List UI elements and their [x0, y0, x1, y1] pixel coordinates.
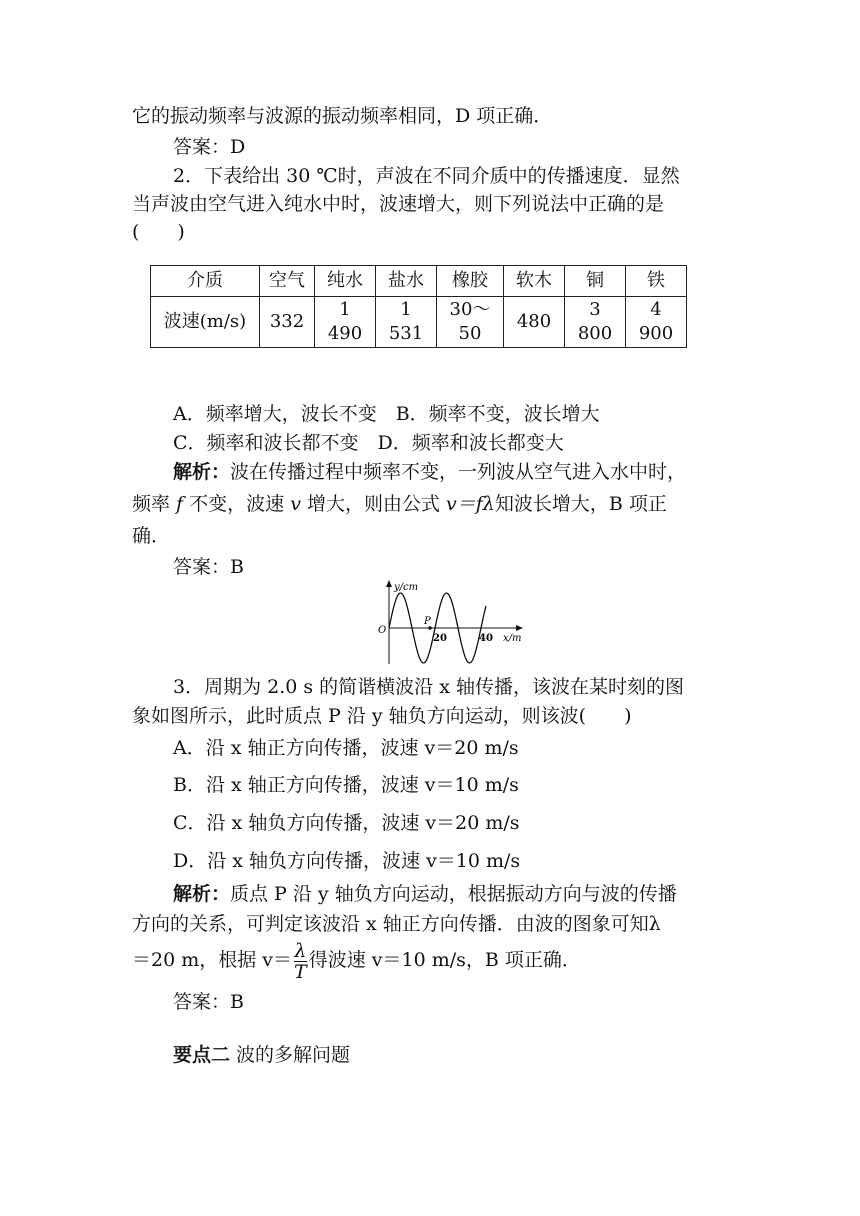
table-header-cell: 铜	[565, 266, 626, 297]
table-cell: 480	[504, 297, 565, 348]
question-2-solution-line-3: 确．	[132, 525, 171, 547]
table-cell: 332	[260, 297, 315, 348]
table-cell: 1 490	[315, 297, 376, 348]
table-row-label: 波速(m/s)	[151, 297, 260, 348]
table-header-cell: 空气	[260, 266, 315, 297]
table-cell: 3 800	[565, 297, 626, 348]
solution-text-line: 它的振动频率与波源的振动频率相同，D 项正确．	[132, 105, 553, 127]
table-header-cell: 纯水	[315, 266, 376, 297]
question-3-solution-line-3: ＝20 m，根据 v＝ $\frac{\lambda}{T}$ 得波速 v＝10 m/s，B 项正确．	[132, 939, 581, 983]
question-3-line-1: 3．周期为 2.0 s 的简谐横波沿 x 轴传播，该波在某时刻的图	[173, 676, 684, 698]
question-2-options-ab: A．频率增大，波长不变 B．频率不变，波长增大	[173, 403, 600, 425]
question-3-line-2: 象如图所示，此时质点 P 沿 y 轴负方向运动，则该波( )	[132, 705, 632, 727]
question-3-option-d: D．沿 x 轴负方向传播，波速 v＝10 m/s	[173, 850, 521, 872]
table-cell: 1 531	[376, 297, 437, 348]
origin-label: O	[378, 625, 387, 636]
question-3-option-b: B．沿 x 轴正方向传播，波速 v＝10 m/s	[173, 774, 519, 796]
tick-label-40: 40	[479, 633, 493, 644]
table-header-cell: 橡胶	[437, 266, 504, 297]
table-header-cell: 铁	[626, 266, 687, 297]
question-3-solution-line-2: 方向的关系，可判定该波沿 x 轴正方向传播．由波的图象可知λ	[132, 913, 661, 935]
table-row	[151, 297, 687, 348]
answer-line: 答案：D	[173, 136, 246, 158]
fraction-lambda-over-t: $\frac{\lambda}{T}$	[294, 939, 307, 983]
question-2-answer: 答案：B	[173, 556, 244, 578]
table-header-row	[151, 266, 687, 297]
tick-label-20: 20	[433, 633, 447, 644]
section-heading: 要点二 波的多解问题	[173, 1044, 351, 1066]
question-2-line-2: 当声波由空气进入纯水中时，波速增大，则下列说法中正确的是	[132, 193, 665, 215]
x-axis-arrow-icon	[516, 625, 523, 631]
table-header-cell: 介质	[151, 266, 260, 297]
table-header-cell: 盐水	[376, 266, 437, 297]
question-2-solution-line-2: 频率 f 不变，波速 v 增大，则由公式 v＝fλ知波长增大，B 项正	[132, 493, 667, 515]
question-2-line-1: 2．下表给出 30 ℃时，声波在不同介质中的传播速度．显然	[173, 165, 680, 187]
x-axis-label: x/m	[503, 633, 522, 644]
question-2-solution-line-1: 解析：波在传播过程中频率不变，一列波从空气进入水中时，	[173, 461, 687, 483]
table-header-cell: 软木	[504, 266, 565, 297]
table-cell: 4 900	[626, 297, 687, 348]
y-axis-label: y/cm	[394, 582, 419, 593]
point-p-label: P	[424, 616, 431, 627]
question-3-option-a: A．沿 x 轴正方向传播，波速 v＝20 m/s	[173, 737, 519, 759]
y-axis-arrow-icon	[386, 580, 392, 587]
sound-speed-table	[150, 265, 687, 348]
table-cell: 30～ 50	[437, 297, 504, 348]
question-3-option-c: C．沿 x 轴负方向传播，波速 v＝20 m/s	[173, 812, 520, 834]
question-3-solution-line-1: 解析：质点 P 沿 y 轴负方向运动，根据振动方向与波的传播	[173, 883, 677, 905]
question-2-line-3: ( )	[132, 221, 185, 243]
question-2-options-cd: C．频率和波长都不变 D．频率和波长都变大	[173, 432, 564, 454]
question-3-answer: 答案：B	[173, 991, 244, 1013]
wave-graph	[375, 578, 525, 666]
